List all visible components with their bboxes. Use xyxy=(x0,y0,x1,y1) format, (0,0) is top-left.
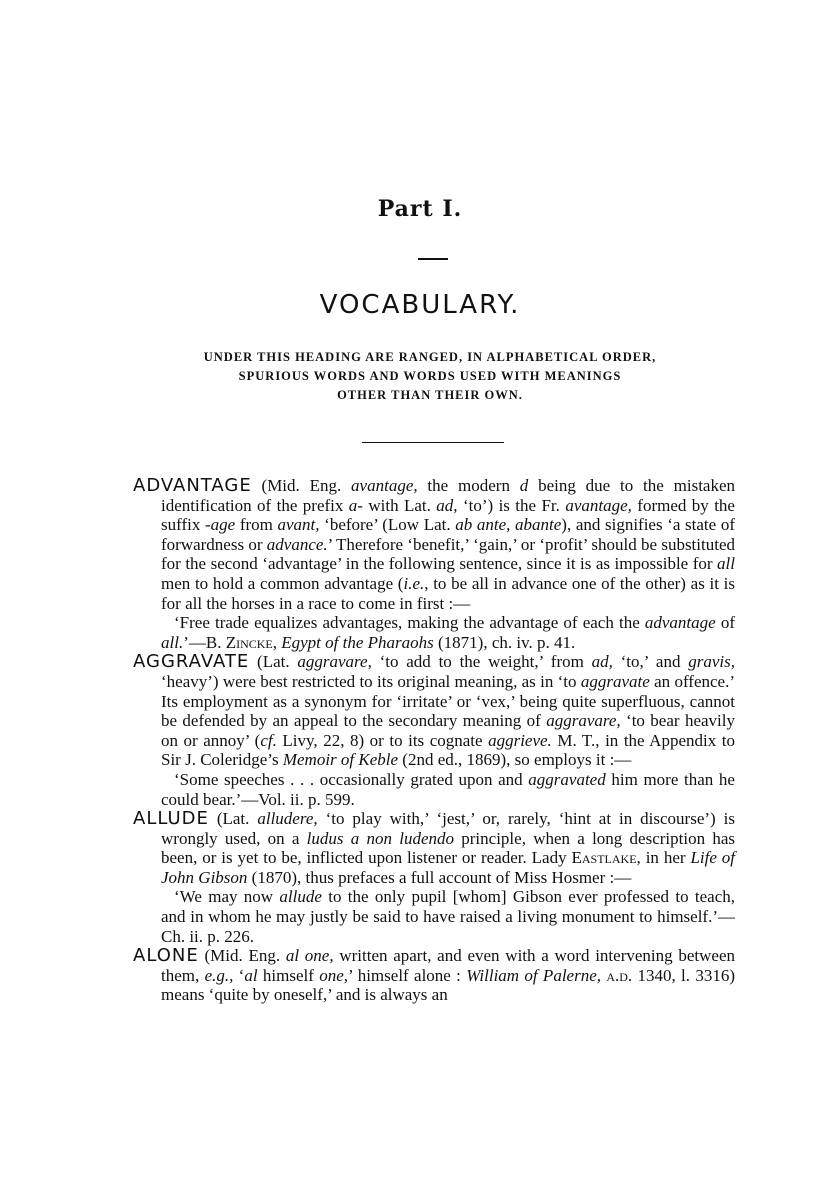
entry-alone xyxy=(133,946,735,1005)
section-description xyxy=(120,348,740,405)
entry-body: AGGRAVATE (Lat. aggravare, ‘to add to the weight,’ from ad, ‘to,’ and gravis, ‘heavy’) were best restricted to its original meaning, as in ‘to aggravate an offence.’ Its employment as a synonym for ‘irritate’ or ‘vex,’ being quite superfluous, cannot be defended by an appeal to the secondary meaning of aggravare, ‘to bear heavily on or annoy’ (cf. Livy, 22, 8) or to its cognate aggrieve. M. T., in the Appendix to Sir J. Coleridge’s Memoir of Keble (2nd ed., 1869), so employs it :— xyxy=(133,651,736,770)
entry-body: ALONE (Mid. Eng. al one, written apart, and even with a word intervening between them, e.g., ‘al himself one,’ himself alone : William of Palerne, a.d. 1340, l. 3316) means ‘quite by oneself,’ and is always an xyxy=(133,945,736,1005)
entry-quotation: ‘Free trade equalizes advantages, making the advantage of each the advantage of all.’—B. Zincke, Egypt of the Pharaohs (1871), ch. iv. p. 41. xyxy=(161,613,735,652)
vocabulary-entries xyxy=(133,476,735,1015)
entry-body: ALLUDE (Lat. alludere, ‘to play with,’ ‘jest,’ or, rarely, ‘hint at in discourse’) is wrongly used, on a ludus a non ludendo principle, when a long description has been, or is yet to be, inflicted upon listener or reader. Lady Eastlake, in her Life of John Gibson (1870), thus prefaces a full account of Miss Hosmer :— xyxy=(133,808,736,887)
entry-headword: ADVANTAGE xyxy=(133,475,252,496)
entry-quotation: ‘We may now allude to the only pupil [whom] Gibson ever professed to teach, and in whom he may justly be said to have raised a living monument to himself.’—Ch. ii. p. 226. xyxy=(161,887,736,946)
subtitle-line-3: OTHER THAN THEIR OWN. xyxy=(337,388,523,402)
entry-quotation: ‘Some speeches . . . occasionally grated upon and aggravated him more than he could bear.’—Vol. ii. p. 599. xyxy=(161,769,735,809)
entry-advantage xyxy=(133,476,735,652)
page-title: VOCABULARY. xyxy=(319,290,521,320)
entry-headword: AGGRAVATE xyxy=(133,651,250,673)
subtitle-line-1: UNDER THIS HEADING ARE RANGED, IN ALPHABETICAL ORDER, xyxy=(203,350,657,364)
entry-aggravate xyxy=(133,652,735,809)
part-heading: Part I. xyxy=(377,196,463,222)
entry-body: ADVANTAGE (Mid. Eng. avantage, the modern d being due to the mistaken identification of the prefix a- with Lat. ad, ‘to’) is the Fr. avantage, formed by the suffix -age from avant, ‘before’ (Low Lat. ab ante, abante), and signifies ‘a state of forwardness or advance.’ Therefore ‘benefit,’ ‘gain,’ or ‘profit’ should be substituted for the second ‘advantage’ in the following sentence, since it is as impossible for all men to hold a common advantage (i.e., to be all in advance one of the other) as it is for all the horses in a race to come in first :— xyxy=(133,475,736,613)
entry-headword: ALONE xyxy=(133,945,199,967)
short-divider xyxy=(418,258,448,260)
subtitle-line-2: SPURIOUS WORDS AND WORDS USED WITH MEANINGS xyxy=(238,369,622,383)
entry-allude xyxy=(133,809,735,946)
entry-headword: ALLUDE xyxy=(133,808,209,830)
section-divider xyxy=(362,442,504,443)
